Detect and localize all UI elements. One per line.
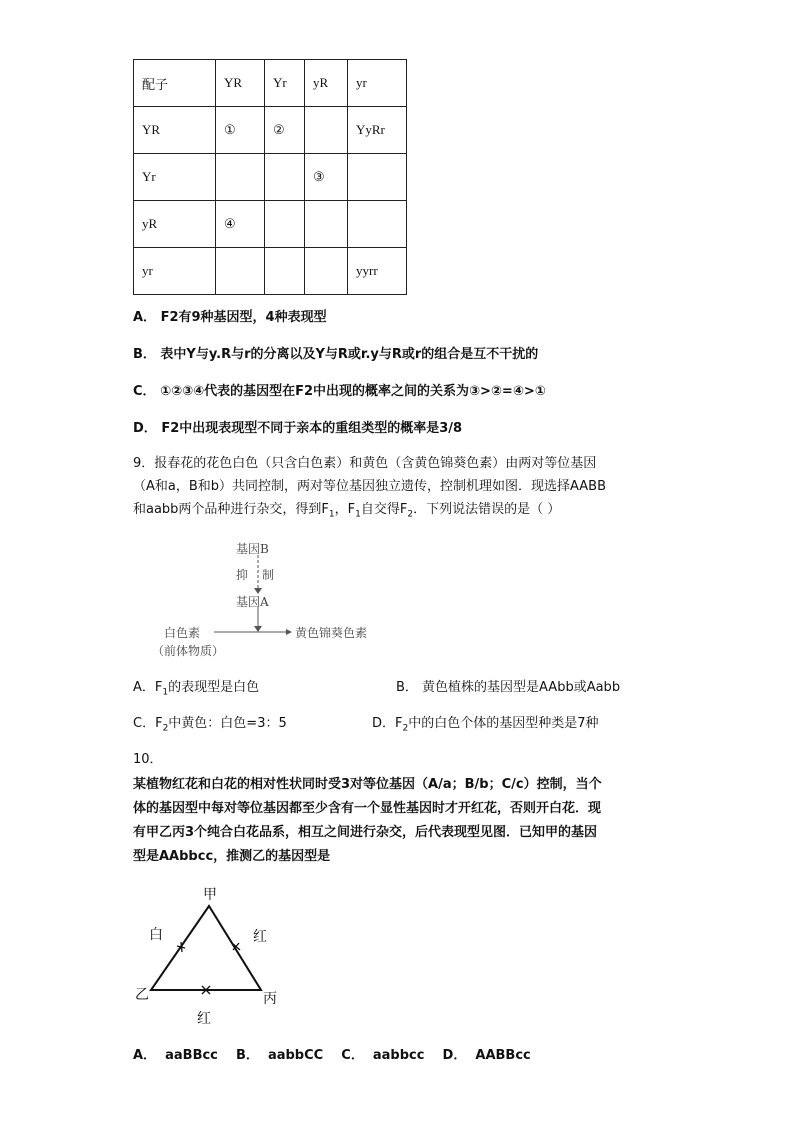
cross-result-red: 红 [253, 929, 267, 945]
cross-result-white: 白 [149, 927, 163, 943]
subscript: 2 [407, 509, 414, 520]
table-row [134, 248, 407, 295]
option-text: A．F [133, 680, 163, 695]
table-cell [305, 248, 348, 295]
subscript: 2 [402, 723, 409, 734]
q10-line: 型是AAbbcc，推测乙的基因型是 [133, 849, 331, 864]
table-cell [265, 154, 305, 201]
cross-result-red: 红 [197, 1011, 211, 1027]
table-cell [265, 201, 305, 248]
table-cell [216, 154, 265, 201]
subscript: 2 [162, 723, 169, 734]
q9-stem [133, 452, 673, 527]
q9-text: 自交得F [360, 502, 408, 517]
table-cell [305, 107, 348, 154]
q10-line: 有甲乙丙3个纯合白花品系，相互之间进行杂交，后代表现型见图．已知甲的基因 [133, 825, 598, 840]
table-cell: ① [216, 107, 265, 154]
q9-line: （A和a，B和b）共同控制，两对等位基因独立遗传，控制机理如图．现选择AABB [133, 479, 607, 494]
table-cell: YR [134, 107, 216, 154]
q8-option-a: A． F2有9种基因型，4种表现型 [133, 310, 327, 325]
q10-options: A． aaBBcc B． aabbCC C． aabbcc D． AABBcc [133, 1048, 531, 1063]
cross-triangle-diagram [133, 884, 293, 1029]
q9-line: 9．报春花的花色白色（只含白色素）和黄色（含黄色锦葵色素）由两对等位基因 [133, 456, 597, 471]
punnett-table [133, 59, 407, 295]
subscript: 1 [328, 509, 335, 520]
table-cell: yr [134, 248, 216, 295]
q10-stem [133, 773, 673, 869]
table-header-cell: Yr [265, 60, 305, 107]
subscript: 1 [162, 687, 169, 698]
table-header-cell: yR [305, 60, 348, 107]
table-header-cell: 配子 [134, 60, 216, 107]
table-header-cell: yr [348, 60, 407, 107]
table-cell: YyRr [348, 107, 407, 154]
strain-bing-label: 丙 [263, 991, 277, 1007]
inhibit-label: 抑 [236, 568, 249, 582]
q8-option-b: B． 表中Y与y.R与r的分离以及Y与R或r.y与R或r的组合是互不干扰的 [133, 347, 539, 362]
option-text: 中的白色个体的基因型种类是7种 [408, 716, 599, 731]
table-cell: yyrr [348, 248, 407, 295]
precursor-label: （前体物质） [152, 644, 225, 658]
table-cell [305, 201, 348, 248]
table-cell [216, 248, 265, 295]
q9-text: ，F [334, 502, 356, 517]
q9-option-d [372, 712, 599, 741]
q10-number: 10． [133, 752, 163, 767]
q8-option-d: D． F2中出现表现型不同于亲本的重组类型的概率是3/8 [133, 421, 463, 436]
strain-yi-label: 乙 [135, 987, 149, 1003]
table-cell [348, 154, 407, 201]
white-pigment-label: 白色素 [164, 626, 201, 640]
table-row [134, 201, 407, 248]
q8-option-c: C． ①②③④代表的基因型在F2中出现的概率之间的关系为③>②=④>① [133, 384, 546, 399]
q9-text: ．下列说法错误的是（ ） [413, 502, 561, 517]
q9-text: 和aabb两个品种进行杂交，得到F [133, 502, 329, 517]
inhibit-label: 制 [262, 568, 275, 582]
table-cell: ③ [305, 154, 348, 201]
gene-a-label: 基因A [236, 595, 269, 609]
pigment-pathway-diagram [150, 538, 410, 663]
table-cell [265, 248, 305, 295]
q9-line [133, 498, 673, 527]
yellow-pigment-label: 黄色锦葵色素 [295, 626, 368, 640]
table-row [134, 107, 407, 154]
table-header-cell: YR [216, 60, 265, 107]
strain-jia-label: 甲 [203, 887, 217, 903]
table-cell [348, 201, 407, 248]
option-text: D．F [372, 716, 403, 731]
table-header-row [134, 60, 407, 107]
q10-line: 体的基因型中每对等位基因都至少含有一个显性基因时才开红花，否则开白花．现 [133, 801, 602, 816]
option-text: 的表现型是白色 [168, 680, 260, 695]
table-cell: ② [265, 107, 305, 154]
option-text: 中黄色：白色=3：5 [168, 716, 287, 731]
table-cell: Yr [134, 154, 216, 201]
subscript: 1 [355, 509, 361, 520]
q9-option-b: B． 黄色植株的基因型是AAbb或Aabb [396, 680, 621, 695]
table-cell: yR [134, 201, 216, 248]
gene-b-label: 基因B [236, 542, 269, 556]
table-cell: ④ [216, 201, 265, 248]
q9-option-a [133, 676, 259, 705]
table-row [134, 154, 407, 201]
option-text: C．F [133, 716, 163, 731]
q9-option-c [133, 712, 287, 741]
q10-line: 某植物红花和白花的相对性状同时受3对等位基因（A/a；B/b；C/c）控制，当个 [133, 777, 602, 792]
